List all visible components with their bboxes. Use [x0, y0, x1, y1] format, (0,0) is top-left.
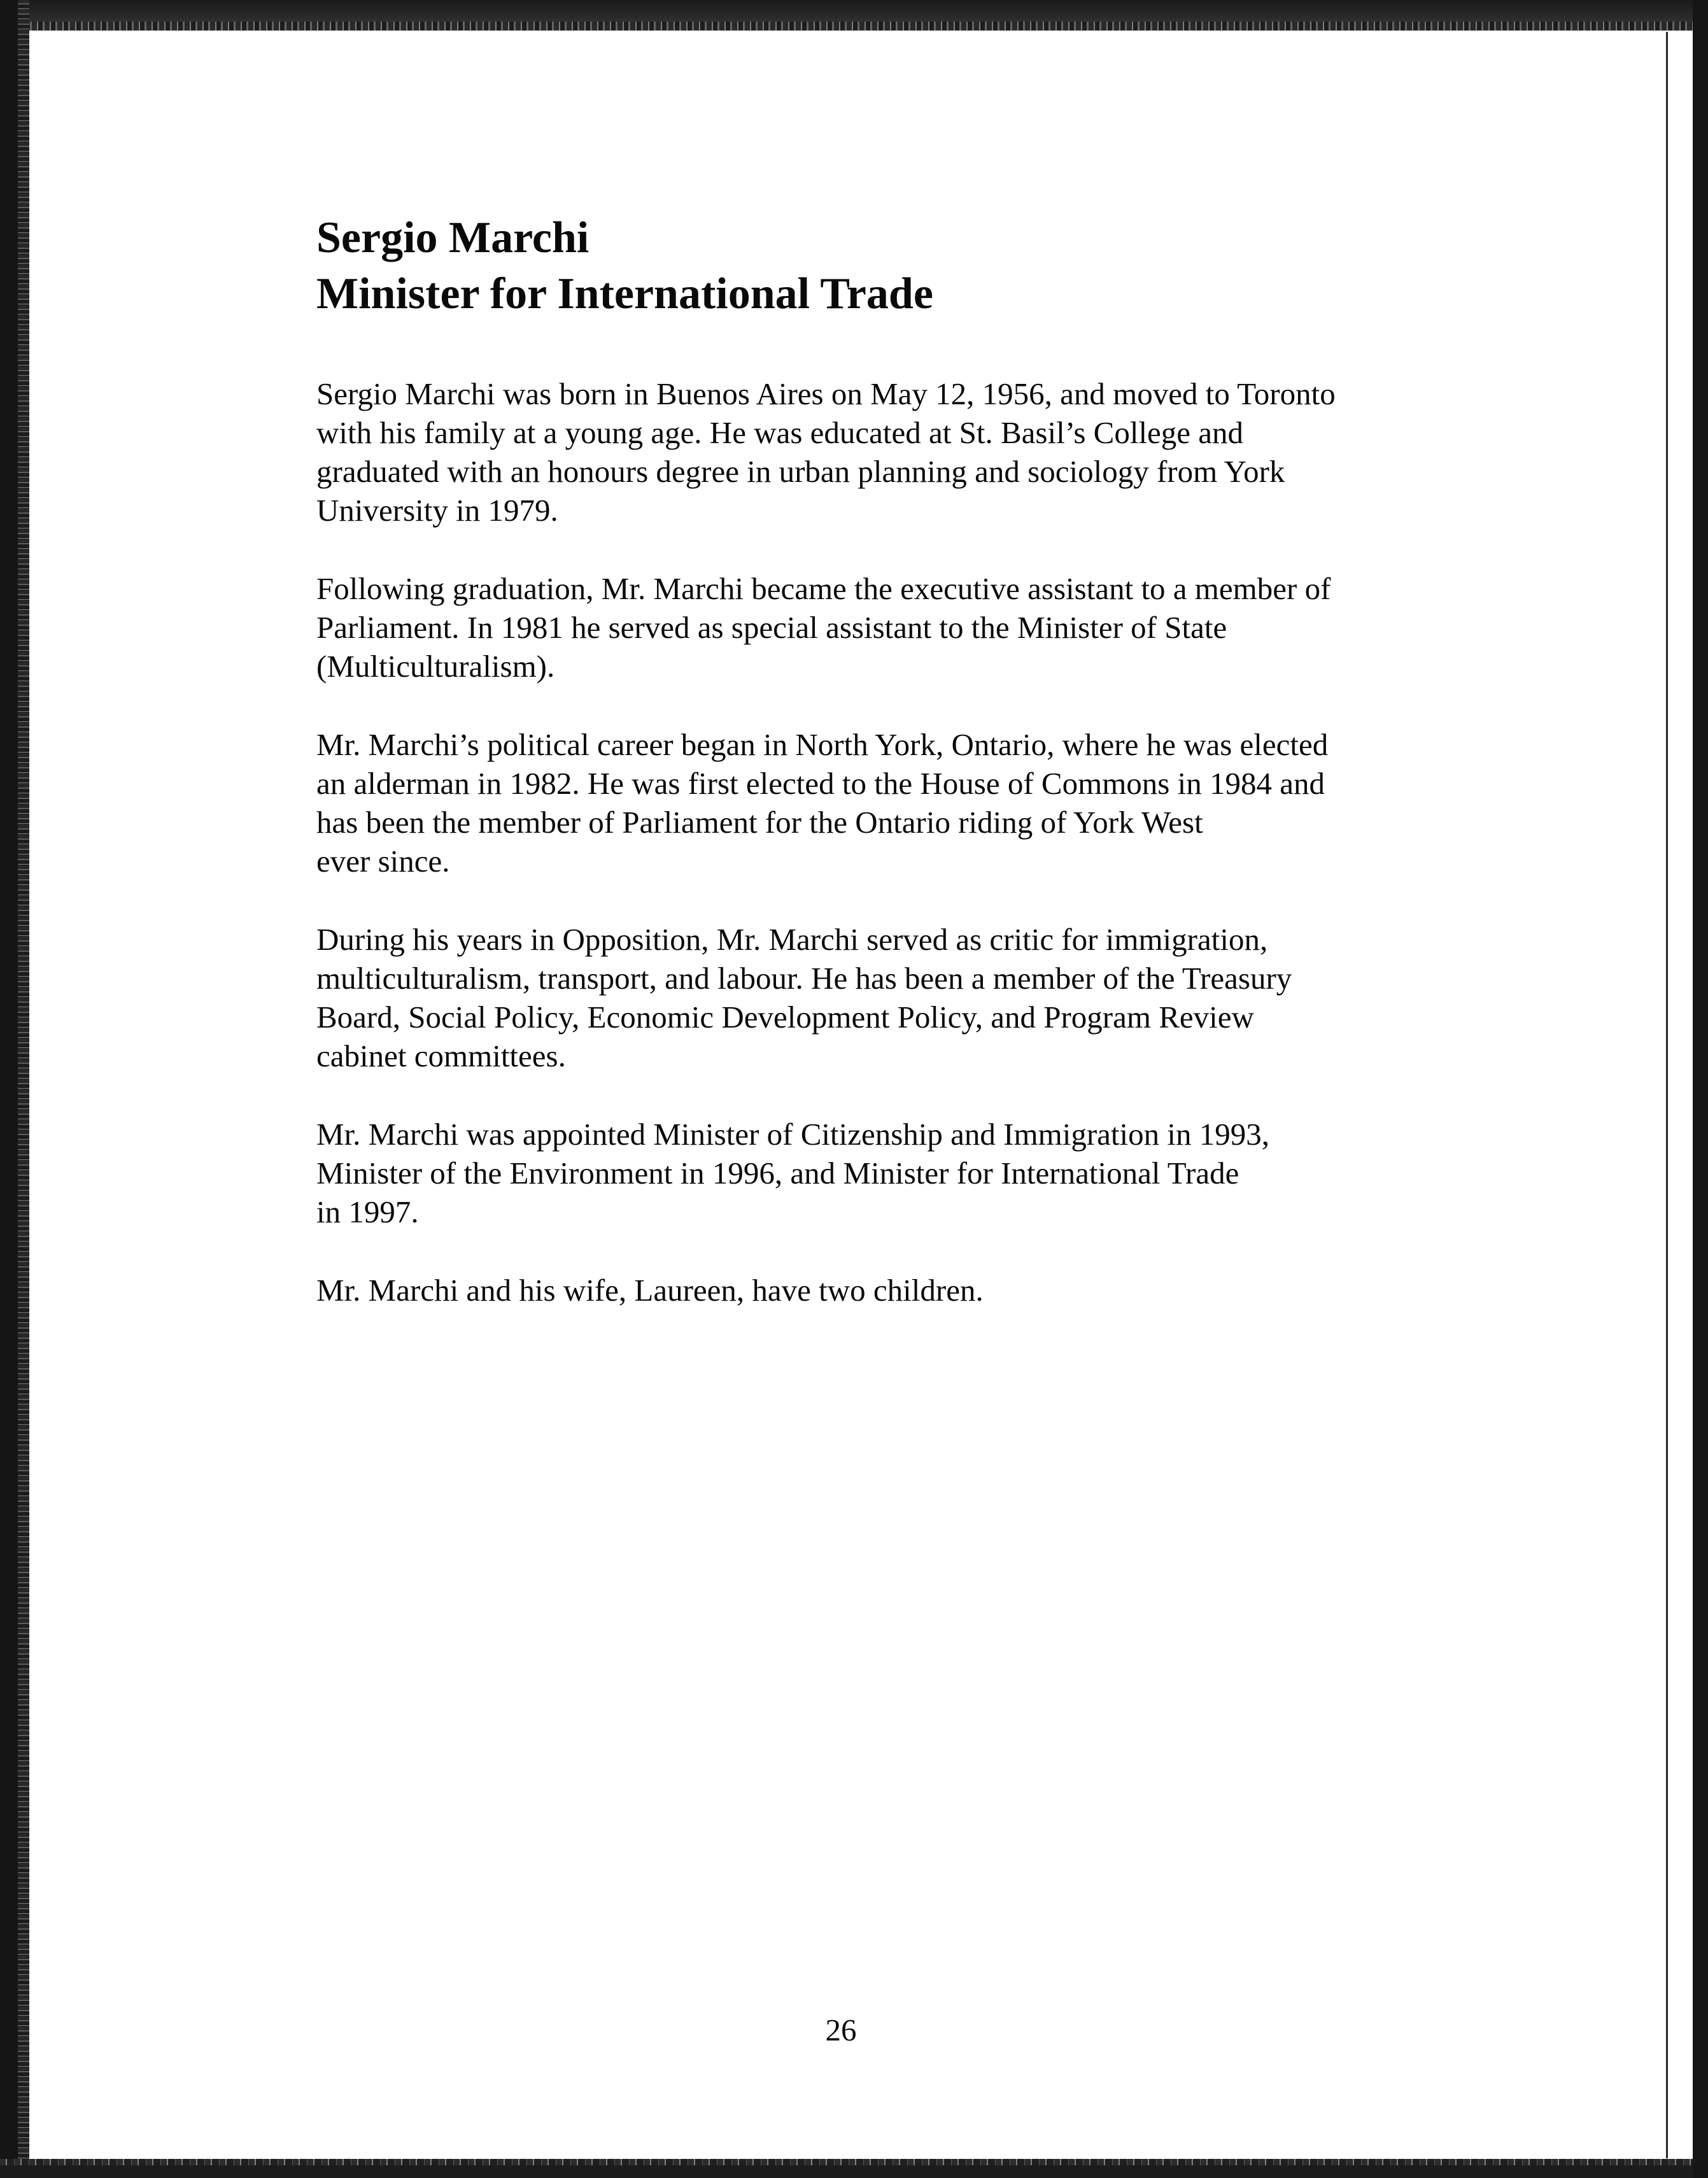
person-position: Minister for International Trade	[316, 269, 933, 318]
paragraph-political-career	[316, 725, 1411, 880]
paragraph-opposition	[316, 920, 1411, 1075]
text-line: Parliament. In 1981 he served as special assistant to the Minister of State	[316, 610, 1227, 645]
text-line: Mr. Marchi was appointed Minister of Citizenship and Immigration in 1993,	[316, 1117, 1269, 1152]
paragraph-appointments	[316, 1115, 1411, 1231]
scan-edge-top	[0, 0, 1708, 31]
text-line: in 1997.	[316, 1194, 419, 1229]
text-line: Mr. Marchi’s political career began in North York, Ontario, where he was elected	[316, 727, 1329, 762]
text-line: Following graduation, Mr. Marchi became the executive assistant to a member of	[316, 571, 1331, 606]
text-line: Minister of the Environment in 1996, and Minister for International Trade	[316, 1156, 1239, 1191]
person-name: Sergio Marchi	[316, 213, 589, 262]
text-line: Board, Social Policy, Economic Development Policy, and Program Review	[316, 1000, 1254, 1035]
text-line: During his years in Opposition, Mr. Marchi served as critic for immigration,	[316, 922, 1268, 957]
scan-edge-right	[1693, 0, 1708, 2178]
text-line: graduated with an honours degree in urban planning and sociology from York	[316, 454, 1285, 489]
biography-document	[316, 210, 1411, 1349]
document-title	[316, 210, 1411, 322]
text-line: cabinet committees.	[316, 1038, 566, 1073]
text-line: has been the member of Parliament for the Ontario riding of York West	[316, 805, 1203, 840]
page-number: 26	[825, 2012, 857, 2047]
text-line: ever since.	[316, 844, 450, 879]
text-line: Mr. Marchi and his wife, Laureen, have two children.	[316, 1273, 984, 1308]
biography-body	[316, 374, 1411, 1310]
text-line: an alderman in 1982. He was first elected to the House of Commons in 1984 and	[316, 766, 1325, 801]
paragraph-family	[316, 1271, 1411, 1310]
text-line: University in 1979.	[316, 493, 558, 528]
scan-edge-left	[0, 0, 29, 2178]
paragraph-early-life	[316, 374, 1411, 530]
text-line: multiculturalism, transport, and labour. He has been a member of the Treasury	[316, 961, 1292, 996]
text-line: with his family at a young age. He was educated at St. Basil’s College and	[316, 415, 1244, 450]
text-line: (Multiculturalism).	[316, 649, 555, 684]
scan-margin-line	[1666, 32, 1668, 2158]
paragraph-early-career	[316, 569, 1411, 686]
text-line: Sergio Marchi was born in Buenos Aires on May 12, 1956, and moved to Toronto	[316, 376, 1336, 411]
scan-edge-bottom	[0, 2159, 1708, 2178]
